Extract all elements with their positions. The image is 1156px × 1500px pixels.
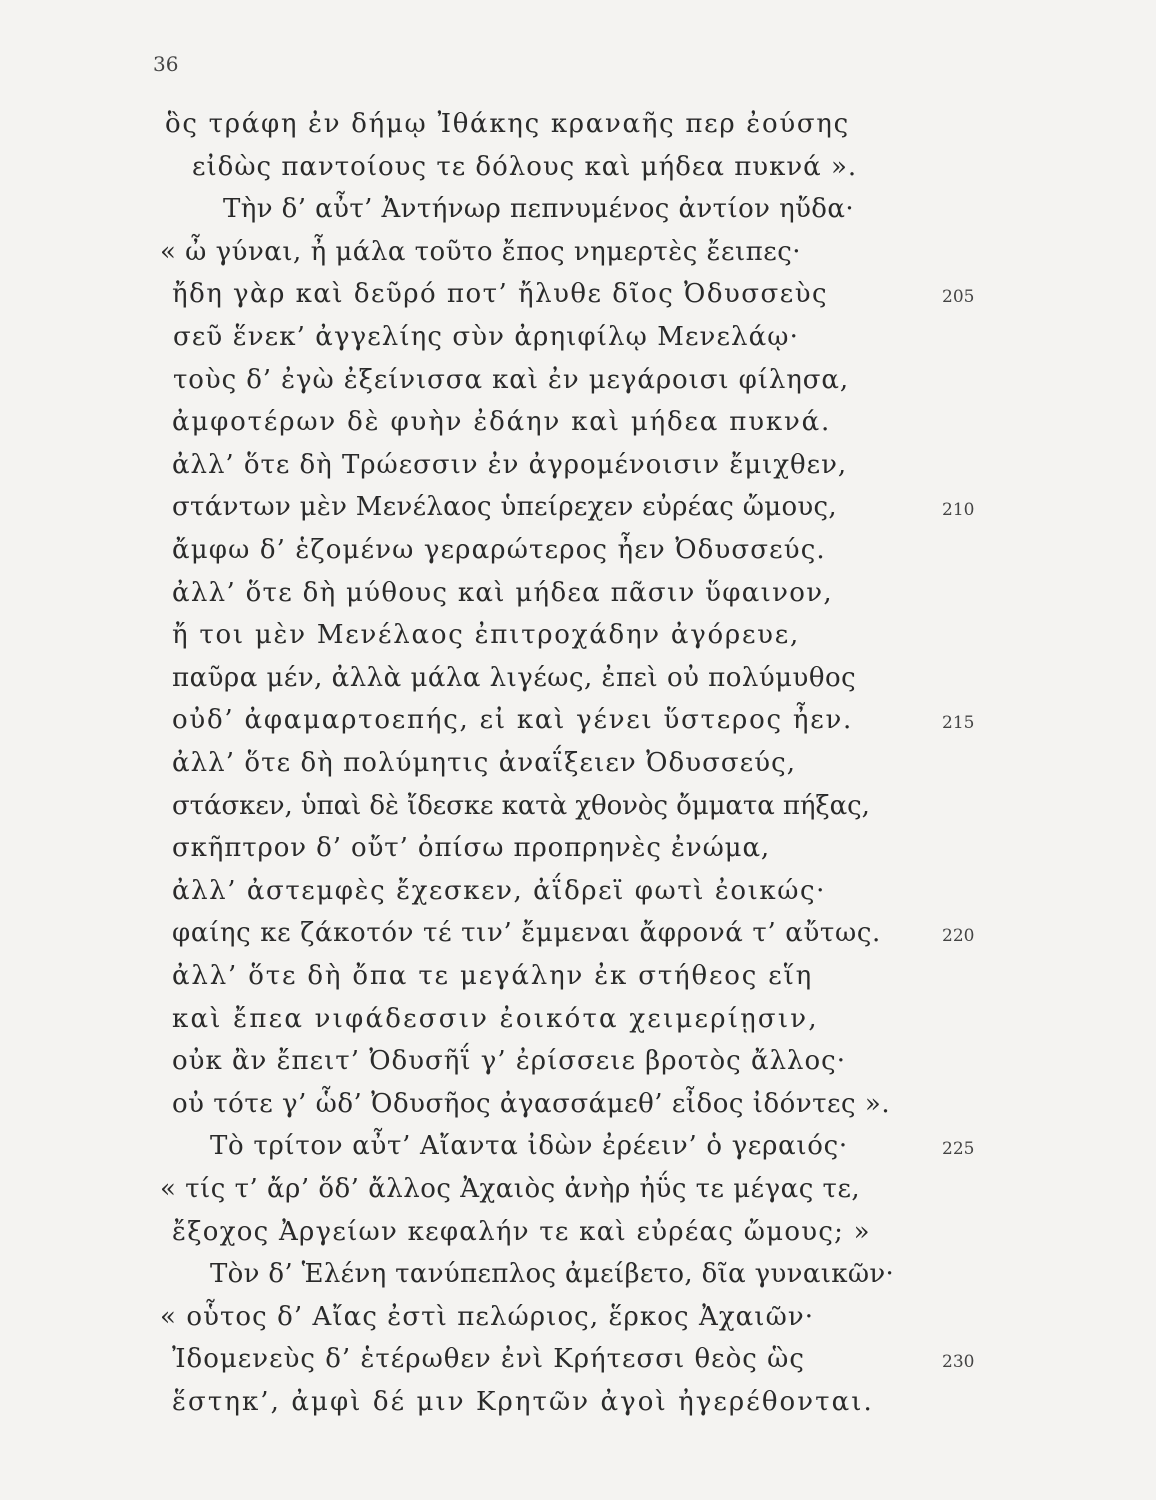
verse-line-text: οὐ τότε γ’ ὧδ’ Ὀδυσῆος ἀγασσάμεθ’ εἶδος ἰδόντες ». [172, 1088, 891, 1119]
verse-line [0, 402, 1156, 442]
verse-line-text: Τὸν δ’ Ἑλένη τανύπεπλος ἀμείβετο, δῖα γυναικῶν· [210, 1259, 895, 1290]
verse-line [0, 786, 1156, 826]
verse-line [0, 999, 1156, 1039]
verse-line [0, 487, 1156, 527]
verse-line [0, 828, 1156, 868]
verse-line-text: στάντων μὲν Μενέλαος ὑπείρεχεν εὐρέας ὤμους, [172, 492, 837, 523]
verse-line [0, 913, 1156, 953]
verse-line-text: σκῆπτρον δ’ οὔτ’ ὀπίσω προπρηνὲς ἐνώμα, [172, 833, 771, 864]
verse-line [0, 700, 1156, 740]
verse-line [0, 189, 1156, 229]
verse-line [0, 104, 1156, 144]
verse-line [0, 232, 1156, 272]
verse-line-text: Τὴν δ’ αὖτ’ Ἀντήνωρ πεπνυμένος ἀντίον ηὔδα· [223, 194, 855, 225]
verse-line [0, 1169, 1156, 1209]
verse-line-text: ἀλλ’ ὅτε δὴ Τρώεσσιν ἐν ἀγρομένοισιν ἔμιχθεν, [172, 449, 848, 480]
verse-line [0, 871, 1156, 911]
line-number: 205 [942, 287, 975, 308]
verse-line [0, 573, 1156, 613]
verse-line-text: παῦρα μέν, ἀλλὰ μάλα λιγέως, ἐπεὶ οὐ πολύμυθος [172, 662, 857, 693]
line-number: 210 [942, 500, 975, 521]
verse-line [0, 1339, 1156, 1379]
verse-line-text: ἀμφοτέρων δὲ φυὴν ἐδάην καὶ μήδεα πυκνά. [172, 407, 832, 438]
page-number: 36 [153, 52, 179, 76]
line-number: 220 [942, 926, 975, 947]
verse-line [0, 1041, 1156, 1081]
verse-line-text: φαίης κε ζάκοτόν τέ τιν’ ἔμμεναι ἄφρονά τ’ αὔτως. [172, 918, 881, 949]
verse-line [0, 274, 1156, 314]
verse-line-text: στάσκεν, ὑπαὶ δὲ ἴδεσκε κατὰ χθονὸς ὄμματα πήξας, [172, 790, 870, 821]
verse-line-text: οὐδ’ ἀφαμαρτοεπής, εἰ καὶ γένει ὕστερος ἦεν. [172, 705, 854, 736]
verse-line-text: τοὺς δ’ ἐγὼ ἐξείνισσα καὶ ἐν μεγάροισι φίλησα, [173, 364, 850, 395]
verse-line-text: ἀλλ’ ὅτε δὴ πολύμητις ἀναΐξειεν Ὀδυσσεύς, [172, 748, 797, 778]
verse-line-text: « οὗτος δ’ Αἴας ἐστὶ πελώριος, ἕρκος Ἀχαιῶν· [160, 1301, 815, 1332]
verse-line-text: ἤ τοι μὲν Μενέλαος ἐπιτροχάδην ἀγόρευε, [172, 620, 800, 651]
verse-line-text: ἀλλ’ ὅτε δὴ μύθους καὶ μήδεα πᾶσιν ὕφαινον, [172, 577, 833, 608]
verse-line [0, 658, 1156, 698]
verse-line-text: ἀλλ’ ὅτε δὴ ὄπα τε μεγάλην ἐκ στήθεος εἵη [172, 961, 814, 991]
verse-line-text: ἄμφω δ’ ἑζομένω γεραρώτερος ἦεν Ὀδυσσεύς. [172, 535, 826, 565]
verse-line [0, 1212, 1156, 1252]
verse-line [0, 1297, 1156, 1337]
verse-line [0, 530, 1156, 570]
verse-line-text: καὶ ἔπεα νιφάδεσσιν ἐοικότα χειμερίῃσιν, [172, 1003, 819, 1034]
verse-line-text: ἕστηκ’, ἀμφὶ δέ μιν Κρητῶν ἀγοὶ ἠγερέθονται. [172, 1387, 874, 1417]
verse-line-text: ἀλλ’ ἀστεμφὲς ἔχεσκεν, ἀΐδρεϊ φωτὶ ἐοικώς· [172, 875, 826, 906]
verse-line-text: οὐκ ἂν ἔπειτ’ Ὀδυσῆΐ γ’ ἐρίσσειε βροτὸς ἄλλος· [172, 1046, 846, 1077]
verse-line-text: ἔξοχος Ἀργείων κεφαλήν τε καὶ εὐρέας ὤμους; » [172, 1216, 871, 1247]
line-number: 225 [942, 1139, 975, 1160]
verse-line-text: σεῦ ἕνεκ’ ἀγγελίης σὺν ἀρηιφίλῳ Μενελάῳ· [173, 322, 799, 352]
verse-line-text: Ἰδομενεὺς δ’ ἑτέρωθεν ἐνὶ Κρήτεσσι θεὸς ὣς [172, 1344, 805, 1375]
verse-line-text: « τίς τ’ ἄρ’ ὅδ’ ἄλλος Ἀχαιὸς ἀνὴρ ἠΰς τε μέγας τε, [160, 1174, 861, 1204]
verse-line [0, 956, 1156, 996]
verse-line [0, 1084, 1156, 1124]
verse-line [0, 360, 1156, 400]
verse-line [0, 1254, 1156, 1294]
verse-line-text: ὃς τράφη ἐν δήμῳ Ἰθάκης κραναῆς περ ἐούσης [165, 109, 850, 139]
verse-line-text: Τὸ τρίτον αὖτ’ Αἴαντα ἰδὼν ἐρέειν’ ὁ γεραιός· [210, 1131, 848, 1162]
verse-line [0, 317, 1156, 357]
verse-line-text: « ὦ γύναι, ἦ μάλα τοῦτο ἔπος νημερτὲς ἔειπες· [160, 236, 802, 267]
line-number: 230 [942, 1352, 975, 1373]
verse-line [0, 615, 1156, 655]
verse-line [0, 445, 1156, 485]
verse-line [0, 147, 1156, 187]
verse-line-text: εἰδὼς παντοίους τε δόλους καὶ μήδεα πυκνά ». [192, 151, 858, 182]
verse-line [0, 1382, 1156, 1422]
verse-line [0, 1126, 1156, 1166]
verse-line-text: ἤδη γὰρ καὶ δεῦρό ποτ’ ἤλυθε δῖος Ὀδυσσεὺς [172, 279, 829, 310]
verse-line [0, 743, 1156, 783]
line-number: 215 [942, 713, 975, 734]
